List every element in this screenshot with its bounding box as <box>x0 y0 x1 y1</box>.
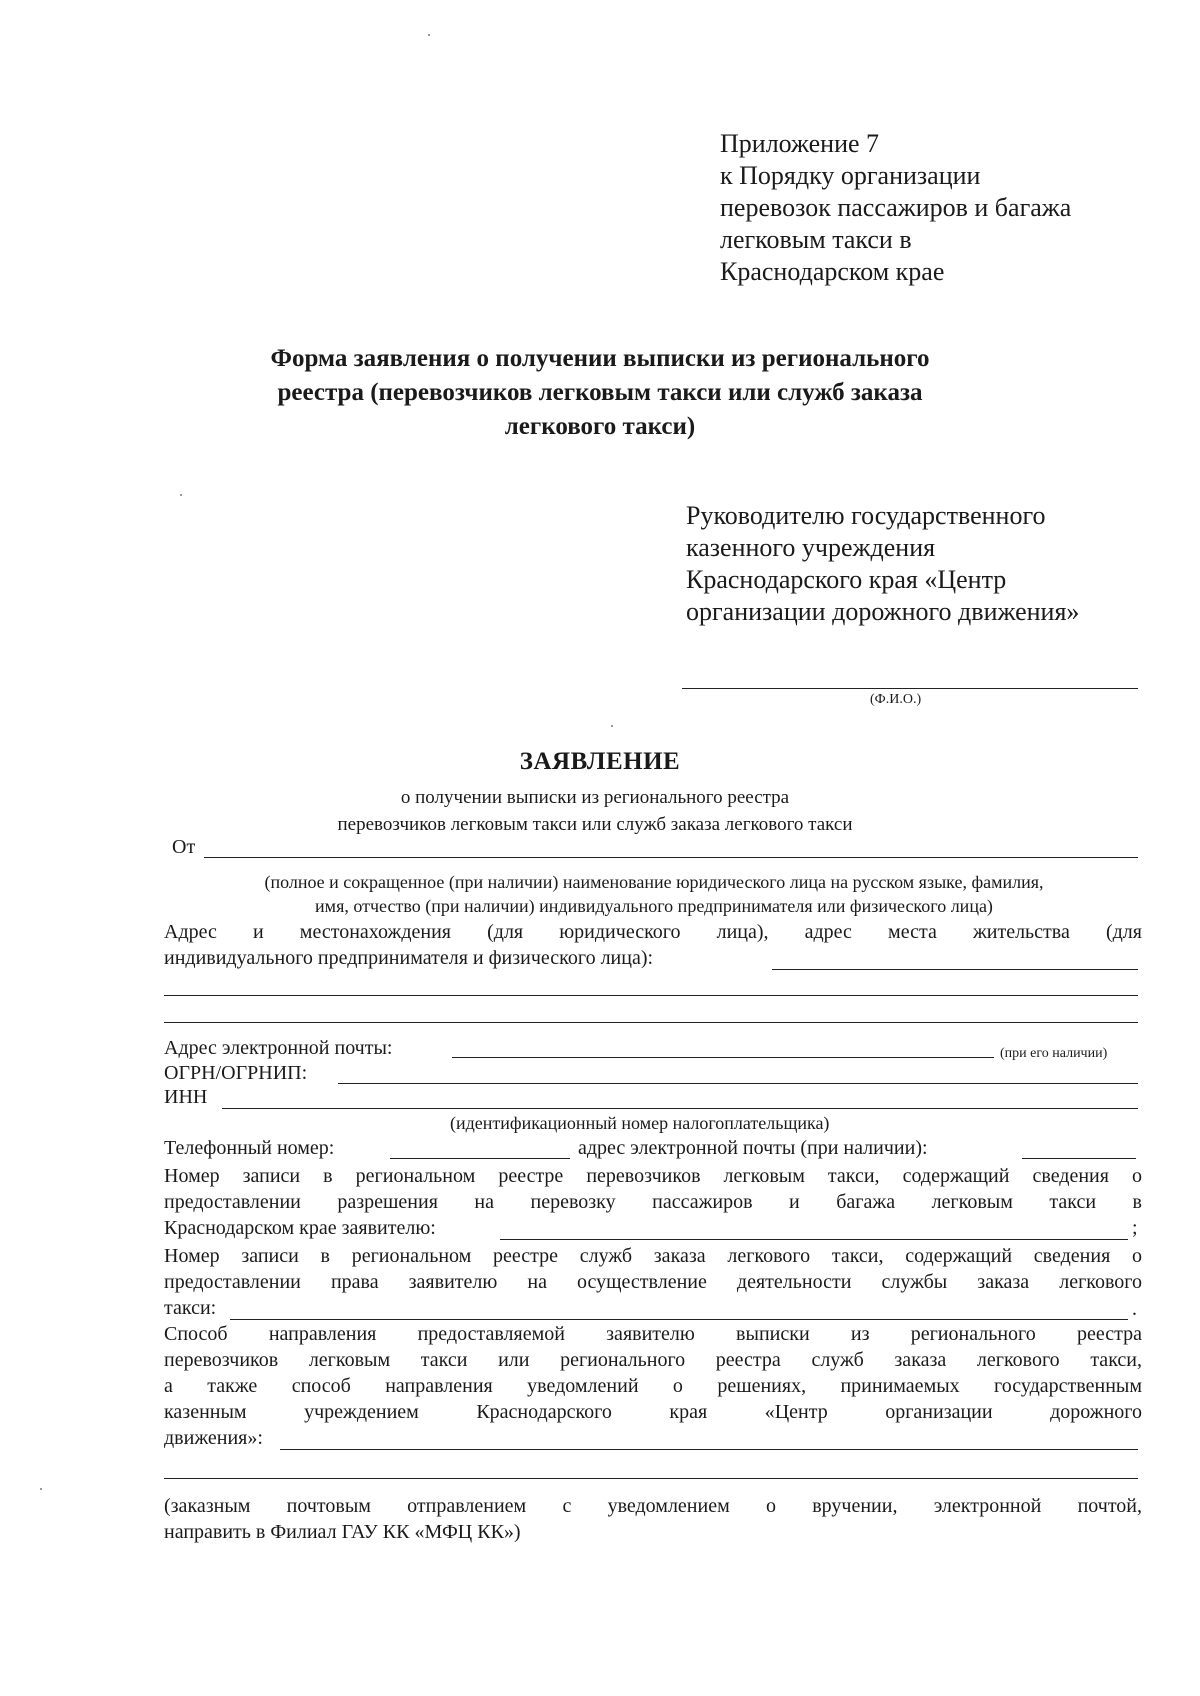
from-label: От <box>172 836 196 858</box>
scan-speck <box>40 1488 42 1490</box>
carrier-record-field[interactable] <box>500 1239 1128 1240</box>
statement-subheading <box>200 784 990 838</box>
form-title-line: Форма заявления о получении выписки из регионального <box>270 345 930 372</box>
addressee-line: организации дорожного движения» <box>686 597 1080 626</box>
address-label-cont: индивидуального предпринимателя и физического лица): <box>164 947 654 969</box>
method-caption: направить в Филиал ГАУ КК «МФЦ КК») <box>164 1521 521 1543</box>
address-field-line[interactable] <box>164 1022 1138 1023</box>
method-label: Способ направления предоставляемой заявителю выписки из регионального реестра <box>164 1323 1142 1345</box>
form-title-line: легкового такси) <box>504 413 696 440</box>
addressee-line: Руководителю государственного <box>686 501 1046 530</box>
inn-caption: (идентификационный номер налогоплательщика) <box>450 1113 830 1133</box>
scan-speck <box>611 725 613 727</box>
from-caption-line: (полное и сокращенное (при наличии) наименование юридического лица на русском языке, фамилия, <box>264 872 1044 892</box>
carrier-record-label: предоставлении разрешения на перевозку пассажиров и багажа легковым такси в <box>164 1191 1142 1213</box>
phone-label: Телефонный номер: <box>164 1137 335 1159</box>
email-label: Адрес электронной почты: <box>164 1037 393 1059</box>
from-field[interactable] <box>204 857 1138 858</box>
method-caption: (заказным почтовым отправлением с уведомлением о вручении, электронной почтой, <box>164 1495 1142 1517</box>
service-record-end: . <box>1132 1298 1137 1320</box>
subheading-line: о получении выписки из регионального реестра <box>400 787 790 808</box>
appendix-line: легковым такси в <box>720 225 912 254</box>
method-label: казенным учреждением Краснодарского края «Центр организации дорожного <box>164 1401 1142 1423</box>
addressee-block <box>686 500 1166 628</box>
appendix-line: Краснодарском крае <box>720 257 945 286</box>
scan-speck <box>428 34 430 36</box>
email-field[interactable] <box>452 1057 994 1058</box>
carrier-record-label: Номер записи в региональном реестре перевозчиков легковым такси, содержащий сведения о <box>164 1165 1142 1187</box>
method-label: а также способ направления уведомлений о решениях, принимаемых государственным <box>164 1375 1142 1397</box>
method-label: перевозчиков легковым такси или регионального реестра служб заказа легкового такси, <box>164 1349 1142 1371</box>
email-note: (при его наличии) <box>1000 1046 1108 1061</box>
method-field[interactable] <box>280 1449 1138 1450</box>
inn-label: ИНН <box>164 1086 208 1108</box>
fio-field[interactable] <box>682 688 1138 689</box>
carrier-record-label: Краснодарском крае заявителю: <box>164 1217 436 1239</box>
ogrn-label: ОГРН/ОГРНИП: <box>164 1062 308 1084</box>
fio-caption: (Ф.И.О.) <box>870 692 922 707</box>
service-record-label: Номер записи в региональном реестре служб заказа легкового такси, содержащий сведения о <box>164 1245 1142 1267</box>
address-field-line[interactable] <box>164 995 1138 996</box>
phone-email-field[interactable] <box>1022 1158 1136 1159</box>
appendix-reference <box>720 128 1160 288</box>
method-field-line[interactable] <box>164 1478 1138 1479</box>
addressee-line: Краснодарского края «Центр <box>686 565 1007 594</box>
service-record-label: предоставлении права заявителю на осуществление деятельности службы заказа легкового <box>164 1271 1142 1293</box>
appendix-line: Приложение 7 <box>720 129 880 158</box>
from-caption-line: имя, отчество (при наличии) индивидуального предпринимателя или физического лица) <box>315 896 993 916</box>
inn-field[interactable] <box>222 1108 1138 1109</box>
form-title-line: реестра (перевозчиков легковым такси или служб заказа <box>277 379 923 406</box>
service-record-label: такси: <box>164 1297 217 1319</box>
form-title <box>160 342 1040 444</box>
subheading-line: перевозчиков легковым такси или служб заказа легкового такси <box>337 814 853 835</box>
statement-heading: ЗАЯВЛЕНИЕ <box>519 748 681 775</box>
service-record-field[interactable] <box>230 1319 1128 1320</box>
address-field[interactable] <box>772 969 1138 970</box>
ogrn-field[interactable] <box>338 1083 1138 1084</box>
appendix-line: перевозок пассажиров и багажа <box>720 193 1072 222</box>
from-caption <box>166 870 1142 918</box>
carrier-record-end: ; <box>1132 1217 1138 1239</box>
method-label: движения»: <box>164 1427 263 1449</box>
addressee-line: казенного учреждения <box>686 533 936 562</box>
phone-email-label: адрес электронной почты (при наличии): <box>578 1137 928 1159</box>
phone-field[interactable] <box>390 1158 570 1159</box>
address-label: Адрес и местонахождения (для юридического лица), адрес места жительства (для <box>164 921 1142 943</box>
scan-speck <box>180 494 182 496</box>
appendix-line: к Порядку организации <box>720 161 981 190</box>
